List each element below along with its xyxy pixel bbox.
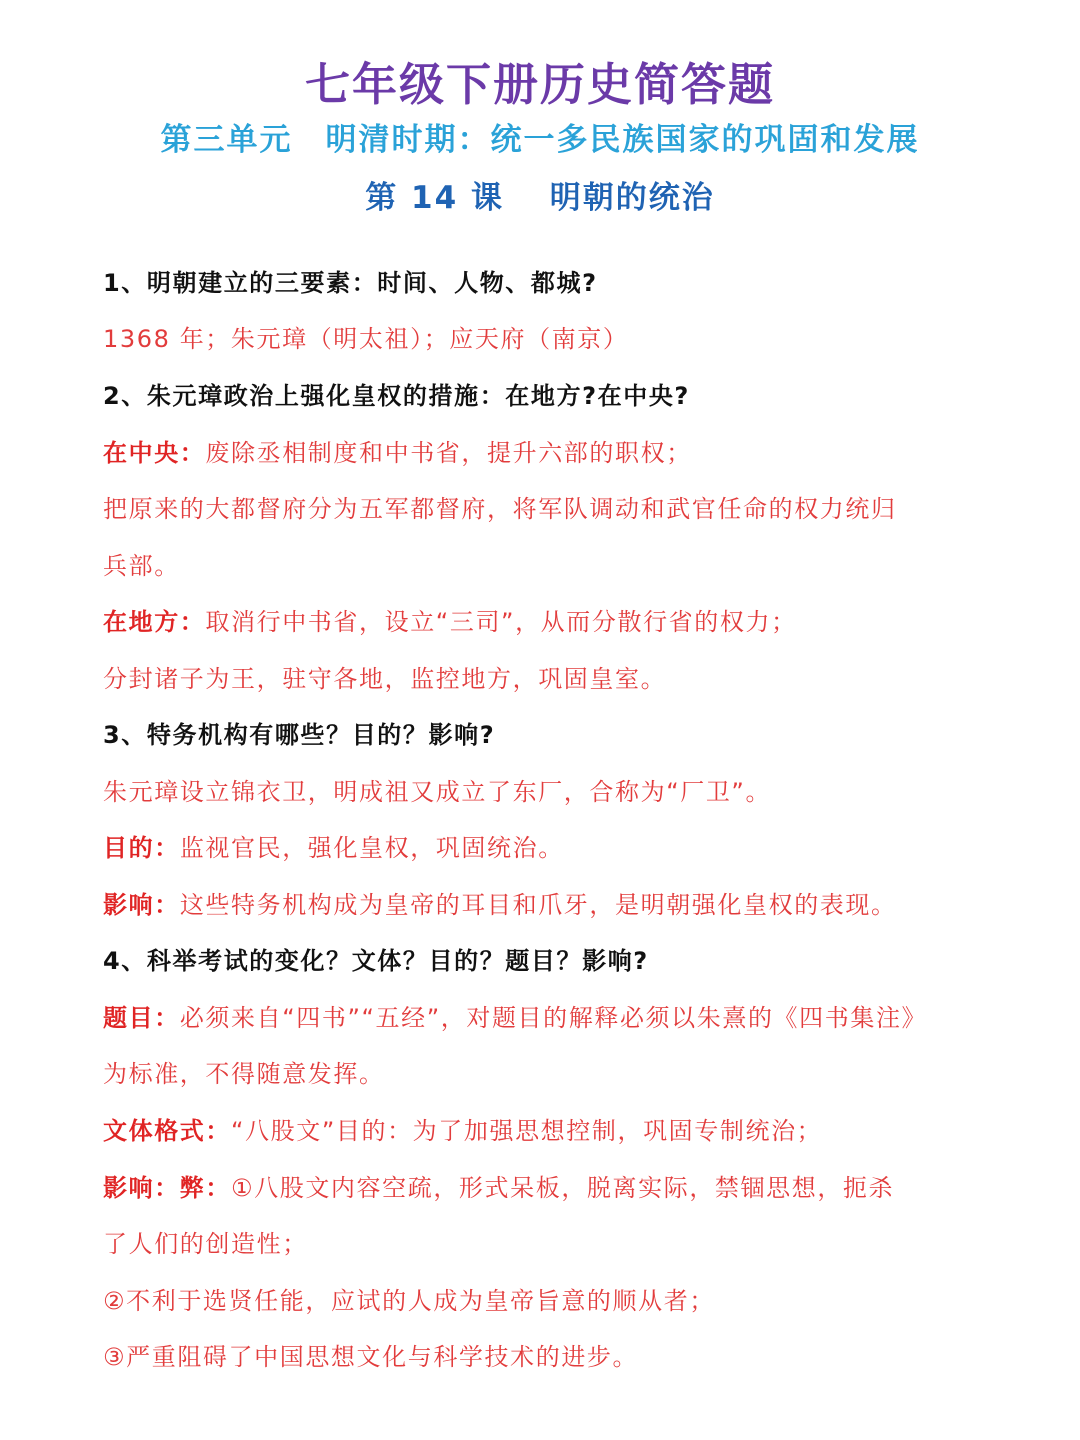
answer-2-central-line2: 把原来的大都督府分为五军都督府，将军队调动和武官任命的权力统归 xyxy=(103,495,897,523)
answer-4-impact-line2: 了人们的创造性； xyxy=(103,1230,308,1258)
topic-text: 必须来自“四书”“五经”，对题目的解释必须以朱熹的《四书集注》 xyxy=(179,1004,928,1032)
answer-4-impact-line4: ③严重阻碍了中国思想文化与科学技术的进步。 xyxy=(103,1343,639,1371)
impact-label: 影响： xyxy=(103,891,180,919)
answer-2-local-line2: 分封诸子为王，驻守各地，监控地方，巩固皇室。 xyxy=(103,665,667,693)
answer-2-central xyxy=(103,425,990,481)
answer-4-impact-line3: ②不利于选贤任能，应试的人成为皇帝旨意的顺从者； xyxy=(103,1287,715,1315)
answer-2-central-line3: 兵部。 xyxy=(103,552,180,580)
answer-1: 1368 年；朱元璋（明太祖）；应天府（南京） xyxy=(103,325,629,353)
answer-4-impact xyxy=(103,1160,990,1216)
answer-4-topic xyxy=(103,990,990,1046)
question-4: 4、科举考试的变化？文体？目的？题目？影响? xyxy=(103,947,649,975)
answer-4-topic-line2: 为标准，不得随意发挥。 xyxy=(103,1060,385,1088)
topic-label: 题目： xyxy=(103,1004,180,1032)
question-1: 1、明朝建立的三要素：时间、人物、都城? xyxy=(103,269,598,297)
question-2: 2、朱元璋政治上强化皇权的措施：在地方?在中央? xyxy=(103,382,690,410)
impact-4-label: 影响：弊： xyxy=(103,1174,231,1202)
local-text: 取消行中书省，设立“三司”，从而分散行省的权力； xyxy=(205,608,797,636)
impact-text: 这些特务机构成为皇帝的耳目和爪牙，是明朝强化皇权的表现。 xyxy=(179,891,897,919)
answer-4-style xyxy=(103,1103,990,1159)
page-title: 七年级下册历史简答题 xyxy=(304,58,775,111)
central-text: 废除丞相制度和中书省，提升六部的职权； xyxy=(205,439,692,467)
local-label: 在地方： xyxy=(103,608,206,636)
unit-subtitle: 第三单元 明清时期：统一多民族国家的巩固和发展 xyxy=(160,122,920,158)
lesson-subtitle: 第 14 课 明朝的统治 xyxy=(365,180,715,216)
impact-4-text: ①八股文内容空疏，形式呆板，脱离实际，禁锢思想，扼杀 xyxy=(231,1174,895,1202)
style-label: 文体格式： xyxy=(103,1117,231,1145)
question-3: 3、特务机构有哪些？目的？影响? xyxy=(103,721,496,749)
purpose-label: 目的： xyxy=(103,834,180,862)
answer-3-impact xyxy=(103,877,990,933)
answer-3-purpose xyxy=(103,820,990,876)
answer-2-local xyxy=(103,594,990,650)
answer-3: 朱元璋设立锦衣卫，明成祖又成立了东厂，合称为“厂卫”。 xyxy=(103,778,772,806)
central-label: 在中央： xyxy=(103,439,206,467)
purpose-text: 监视官民，强化皇权，巩固统治。 xyxy=(179,834,564,862)
style-text: “八股文”目的：为了加强思想控制，巩固专制统治； xyxy=(231,1117,823,1145)
